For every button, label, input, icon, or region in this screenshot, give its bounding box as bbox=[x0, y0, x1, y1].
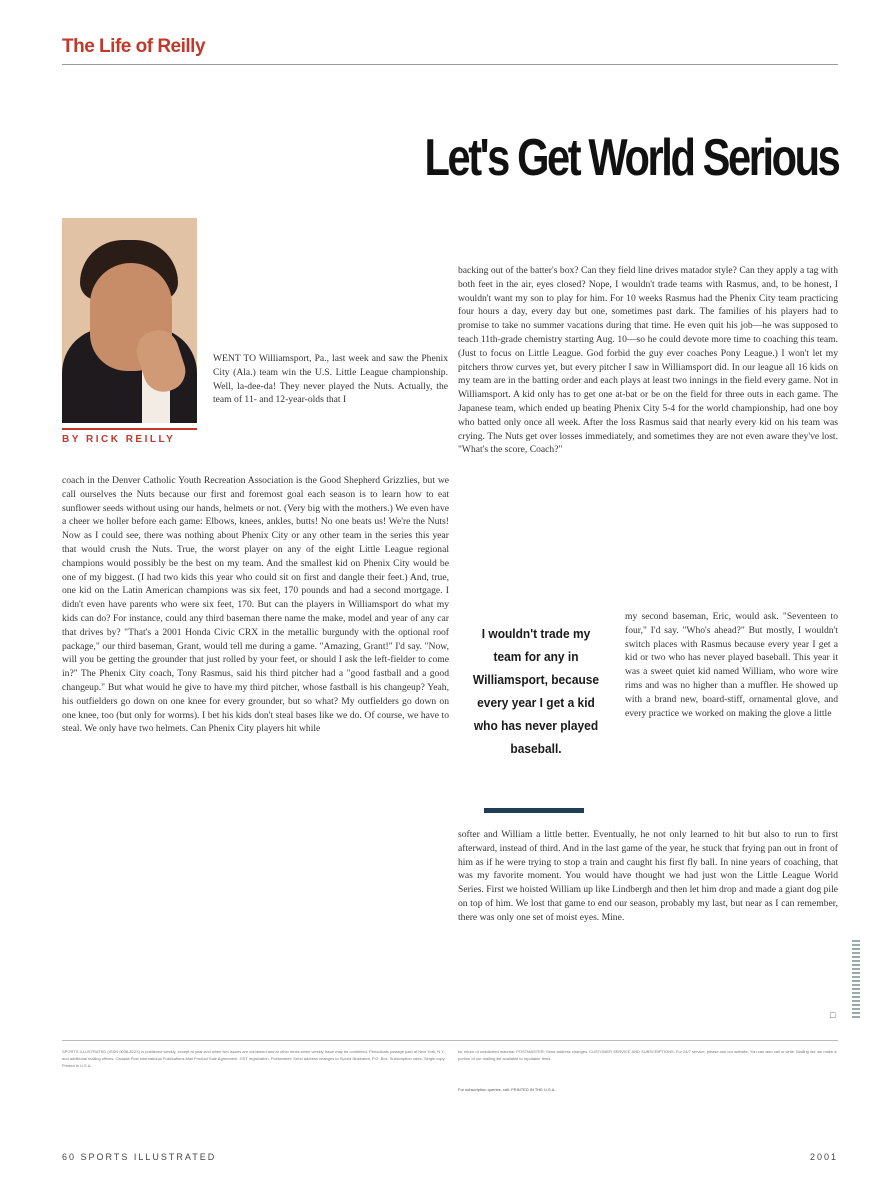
byline: BY RICK REILLY bbox=[62, 434, 176, 445]
folio-left: 60 SPORTS ILLUSTRATED bbox=[62, 1152, 217, 1162]
article-headline: Let's Get World Serious bbox=[424, 129, 838, 187]
article-column-right-top: backing out of the batter's box? Can they field line drives matador style? Can they apply a tag with both feet in the air, eyes closed? Nope, I wouldn't trade teams with Rasmus, and, to be honest, I wouldn't want my son to play for him. For 10 weeks Rasmus had the Phenix City team practicing four hours a day, every day but one, sometimes past dark. The families of his players had to promise to take no summer vacations during that time. He even quit his job—he was supposed to teach 11th-grade chemistry starting Aug. 10—so he could devote more time to coaching this team. (Just to focus on Little League. God forbid the guy ever coaches Pony League.) I won't let my pitchers throw curves yet, but every pitcher I saw in Williamsport did. In our league all 16 kids on my team are in the batting order and each plays at least two innings in the field every game. Not in Williamsport. A kid only has to get one at-bat or be on the field for three outs in each game. The Japanese team, which ended up beating Phenix City 5-4 for the world championship, had one boy who batted only once all week. After the loss Rasmus said that nearly every kid on his team was crying. The Nuts get over losses immediately, and sometimes they are not even aware they've lost. "What's the score, Coach?" bbox=[458, 265, 838, 456]
article-column-right-mid: my second baseman, Eric, would ask. "Seventeen to four," I'd say. "Who's ahead?" But mostly, I wouldn't switch places with Rasmus because every year I get a kid or two who has never played baseball. This year it was a sweet quiet kid named William, who wore wire rims and was no higher than a muffler. He showed up with a brand new, board-stiff, ornamental glove, and every practice we worked on making the glove a little bbox=[625, 611, 838, 719]
top-divider bbox=[62, 64, 838, 65]
pull-quote: I wouldn't trade my team for any in Williamsport, because every year I get a kid who has never played baseball. bbox=[472, 626, 600, 756]
pull-quote-rule bbox=[484, 808, 584, 813]
folio-right: 2001 bbox=[809, 1152, 838, 1162]
barcode-strip bbox=[852, 940, 860, 1020]
section-kicker: The Life of Reilly bbox=[62, 36, 206, 57]
fine-print-left: SPORTS ILLUSTRATED (ISSN 0038-822X) is published weekly, except at year-end when two issues are combined and at other times when weekly issue may be combined. Periodicals postage paid at New York, N.Y., and additional mailing offices. Canada Post International Publications Mail Product Sale Agreement. GST registration. Postmaster: Send address changes to Sports Illustrated, P.O. Box. Subscription rates. Single copy. Printed in U.S.A. bbox=[62, 1049, 446, 1068]
article-column-right-bottom: softer and William a little better. Eventually, he not only learned to hit but also to run to first afterward, instead of third. And in the last game of the year, he stuck that frying pan out in front of him as if he were trying to stop a train and caught his first fly ball. In nine years of coaching, that was my favorite moment. You would have thought we had just won the Little League World Series. First we hoisted William up like Lindbergh and then let him drop and made a giant dog pile on top of him. We lost that game to end our season, probably my last, but near as I can remember, there was only one set of moist eyes. Mine. bbox=[458, 829, 838, 923]
footer-divider bbox=[62, 1040, 838, 1041]
byline-divider bbox=[62, 428, 197, 430]
article-column-left: coach in the Denver Catholic Youth Recreation Association is the Good Shepherd Grizzlies, but we call ourselves the Nuts because our first and foremost goal each season is to learn how to eat sunflower seeds without using our hands, helmets or not. (Very big with the mothers.) We even have a cheer we holler before each game: Elbows, knees, ankles, butts! No one beats us! We're the Nuts! Now as I could see, there was nothing about Phenix City or any other team in the series this year that would crush the Nuts. True, the worst player on any of the eight Little League regional champions would possibly be the best on my team. And the smallest kid on Phenix City would be one of my biggest. (I had two kids this year who could sit on first and dangle their feet.) And, true, one kid on the Latin American champions was six feet, 170 pounds and had a second mortgage. I didn't even have parents who were six feet, 170. But can the players in Williamsport do what my kids can do? For instance, could any third baseman there name the make, model and year of any car that drives by? "That's a 2001 Honda Civic CRX in the metallic burgundy with the optional roof package," our third baseman, Grant, would tell me during a game. "Amazing, Grant!" I'd say. "Now, will you be getting the grounder that just rolled by your feet, or should I ask the left-fielder to come in?" The Phenix City coach, Tony Rasmus, said his third pitcher had a "good fastball and a good changeup." But what would he give to have my third pitcher, whose fastball is his changeup? Yeah, his outfielders go down on one knee for every grounder, but so what? My outfielders go down on one knee, too (but only for worms). I bet his kids don't steal bases like we do. Of course, we have to steal. We only have two helmets. Can Phenix City players hit while bbox=[62, 475, 449, 735]
subscription-note: For subscription queries, call: PRINTED IN THE U.S.A. bbox=[458, 1087, 556, 1092]
end-mark: □ bbox=[830, 1010, 836, 1020]
article-intro: WENT TO Williamsport, Pa., last week and saw the Phenix City (Ala.) team win the U.S. Little League championship. Well, la-dee-da! They never played the Nuts. Actually, the team of 11- and 12-year-olds that I bbox=[213, 353, 448, 406]
fine-print-right: for return of unsolicited material. POSTMASTER: Send address changes. CUSTOMER SERVICE AND SUBSCRIPTIONS: For 24/7 service, please use our website. You can also call or write. Mailing list: we make a portion of our mailing list available to reputable firms. bbox=[458, 1049, 837, 1061]
author-photo bbox=[62, 218, 197, 423]
